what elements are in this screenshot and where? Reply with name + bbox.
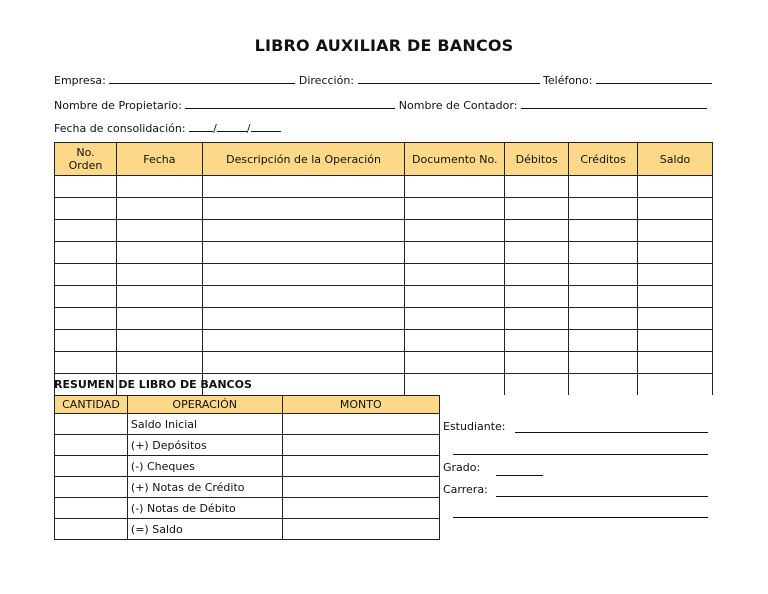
header-fecha: Fecha	[116, 143, 202, 176]
ledger-cell[interactable]	[569, 308, 638, 330]
ledger-cell[interactable]	[569, 176, 638, 198]
ledger-cell[interactable]	[405, 220, 505, 242]
ledger-cell[interactable]	[116, 242, 202, 264]
cantidad-cell[interactable]	[55, 456, 128, 477]
summary-header-cantidad: CANTIDAD	[55, 396, 128, 414]
carrera-blank-2[interactable]	[453, 517, 708, 518]
header-saldo: Saldo	[638, 143, 713, 176]
ledger-cell[interactable]	[505, 242, 569, 264]
header-debitos: Débitos	[505, 143, 569, 176]
propietario-blank[interactable]	[185, 97, 395, 109]
ledger-cell[interactable]	[638, 220, 713, 242]
ledger-cell[interactable]	[116, 264, 202, 286]
telefono-blank[interactable]	[596, 72, 712, 84]
propietario-row	[54, 97, 707, 112]
ledger-cell[interactable]	[202, 330, 405, 352]
summary-header-operacion: OPERACIÓN	[127, 396, 282, 414]
ledger-cell[interactable]	[116, 330, 202, 352]
operacion-cell: Saldo Inicial	[127, 414, 282, 435]
ledger-cell[interactable]	[55, 286, 117, 308]
ledger-cell[interactable]	[638, 242, 713, 264]
ledger-cell[interactable]	[569, 242, 638, 264]
ledger-cell[interactable]	[405, 176, 505, 198]
ledger-row	[55, 264, 713, 286]
ledger-cell[interactable]	[505, 352, 569, 374]
operacion-cell: (=) Saldo	[127, 519, 282, 540]
ledger-row	[55, 308, 713, 330]
carrera-blank[interactable]	[496, 496, 708, 497]
ledger-cell[interactable]	[116, 308, 202, 330]
ledger-cell[interactable]	[638, 264, 713, 286]
day-blank[interactable]	[189, 120, 213, 132]
year-blank[interactable]	[251, 120, 281, 132]
summary-table	[54, 395, 440, 540]
monto-cell[interactable]	[282, 477, 440, 498]
ledger-cell[interactable]	[569, 374, 638, 396]
monto-cell[interactable]	[282, 414, 440, 435]
ledger-cell[interactable]	[405, 242, 505, 264]
ledger-cell[interactable]	[405, 264, 505, 286]
telefono-label: Teléfono:	[543, 74, 593, 87]
ledger-cell[interactable]	[116, 352, 202, 374]
header-descripcion: Descripción de la Operación	[202, 143, 405, 176]
ledger-cell[interactable]	[202, 308, 405, 330]
ledger-cell[interactable]	[505, 176, 569, 198]
ledger-cell[interactable]	[405, 374, 505, 396]
ledger-cell[interactable]	[405, 308, 505, 330]
estudiante-blank-2[interactable]	[453, 454, 708, 455]
ledger-cell[interactable]	[569, 198, 638, 220]
summary-header-row	[55, 396, 440, 414]
monto-cell[interactable]	[282, 498, 440, 519]
ledger-row	[55, 286, 713, 308]
empresa-blank[interactable]	[109, 72, 295, 84]
grado-label: Grado:	[443, 461, 481, 474]
direccion-label: Dirección:	[298, 74, 355, 87]
cantidad-cell[interactable]	[55, 414, 128, 435]
empresa-row	[54, 72, 712, 87]
ledger-cell[interactable]	[638, 286, 713, 308]
empresa-label: Empresa:	[54, 74, 106, 87]
ledger-cell[interactable]	[202, 220, 405, 242]
ledger-row	[55, 330, 713, 352]
ledger-cell[interactable]	[638, 308, 713, 330]
ledger-cell[interactable]	[55, 176, 117, 198]
cantidad-cell[interactable]	[55, 477, 128, 498]
date-sep-2: /	[246, 122, 251, 135]
summary-row	[55, 498, 440, 519]
operacion-cell: (+) Depósitos	[127, 435, 282, 456]
ledger-cell[interactable]	[116, 220, 202, 242]
ledger-cell[interactable]	[638, 330, 713, 352]
operacion-cell: (+) Notas de Crédito	[127, 477, 282, 498]
month-blank[interactable]	[217, 120, 247, 132]
ledger-cell[interactable]	[569, 330, 638, 352]
operacion-cell: (-) Cheques	[127, 456, 282, 477]
ledger-row	[55, 176, 713, 198]
ledger-cell[interactable]	[638, 352, 713, 374]
operacion-cell: (-) Notas de Débito	[127, 498, 282, 519]
ledger-cell[interactable]	[202, 176, 405, 198]
ledger-table	[54, 142, 713, 395]
ledger-cell[interactable]	[55, 220, 117, 242]
summary-title: RESUMEN DE LIBRO DE BANCOS	[54, 378, 252, 391]
summary-row	[55, 414, 440, 435]
ledger-cell[interactable]	[638, 176, 713, 198]
ledger-cell[interactable]	[116, 286, 202, 308]
date-sep-1: /	[213, 122, 217, 135]
ledger-cell[interactable]	[202, 352, 405, 374]
summary-header-monto: MONTO	[282, 396, 440, 414]
fecha-label: Fecha de consolidación:	[54, 122, 186, 135]
ledger-cell[interactable]	[405, 330, 505, 352]
ledger-cell[interactable]	[116, 176, 202, 198]
cantidad-cell[interactable]	[55, 519, 128, 540]
summary-row	[55, 456, 440, 477]
ledger-cell[interactable]	[569, 286, 638, 308]
propietario-label: Nombre de Propietario:	[54, 99, 182, 112]
ledger-cell[interactable]	[55, 308, 117, 330]
ledger-row	[55, 220, 713, 242]
summary-row	[55, 519, 440, 540]
header-creditos: Créditos	[569, 143, 638, 176]
ledger-cell[interactable]	[569, 220, 638, 242]
ledger-cell[interactable]	[638, 198, 713, 220]
monto-cell[interactable]	[282, 435, 440, 456]
ledger-cell[interactable]	[505, 264, 569, 286]
ledger-header-row	[55, 143, 713, 176]
contador-blank[interactable]	[521, 97, 707, 109]
carrera-label: Carrera:	[443, 483, 488, 496]
estudiante-blank[interactable]	[515, 432, 708, 433]
summary-row	[55, 435, 440, 456]
fecha-row	[54, 120, 281, 135]
ledger-cell[interactable]	[202, 264, 405, 286]
ledger-cell[interactable]	[202, 286, 405, 308]
cantidad-cell[interactable]	[55, 498, 128, 519]
ledger-cell[interactable]	[405, 352, 505, 374]
summary-row	[55, 477, 440, 498]
ledger-cell[interactable]	[505, 374, 569, 396]
header-no-orden: No. Orden	[55, 143, 117, 176]
cantidad-cell[interactable]	[55, 435, 128, 456]
ledger-row	[55, 242, 713, 264]
document-title: LIBRO AUXILIAR DE BANCOS	[254, 36, 514, 55]
ledger-cell[interactable]	[505, 220, 569, 242]
ledger-cell[interactable]	[55, 264, 117, 286]
ledger-cell[interactable]	[405, 286, 505, 308]
ledger-cell[interactable]	[569, 352, 638, 374]
ledger-cell[interactable]	[638, 374, 713, 396]
estudiante-label: Estudiante:	[443, 420, 506, 433]
ledger-cell[interactable]	[202, 242, 405, 264]
ledger-cell[interactable]	[505, 286, 569, 308]
ledger-cell[interactable]	[55, 330, 117, 352]
monto-cell[interactable]	[282, 519, 440, 540]
ledger-cell[interactable]	[55, 198, 117, 220]
ledger-cell[interactable]	[505, 308, 569, 330]
ledger-cell[interactable]	[505, 198, 569, 220]
header-documento: Documento No.	[405, 143, 505, 176]
monto-cell[interactable]	[282, 456, 440, 477]
ledger-row	[55, 352, 713, 374]
ledger-cell[interactable]	[55, 352, 117, 374]
ledger-cell[interactable]	[505, 330, 569, 352]
ledger-cell[interactable]	[405, 198, 505, 220]
ledger-row	[55, 198, 713, 220]
direccion-blank[interactable]	[358, 72, 540, 84]
ledger-cell[interactable]	[202, 198, 405, 220]
ledger-cell[interactable]	[55, 242, 117, 264]
grado-blank[interactable]	[496, 475, 543, 476]
contador-label: Nombre de Contador:	[398, 99, 518, 112]
ledger-cell[interactable]	[116, 198, 202, 220]
ledger-cell[interactable]	[569, 264, 638, 286]
